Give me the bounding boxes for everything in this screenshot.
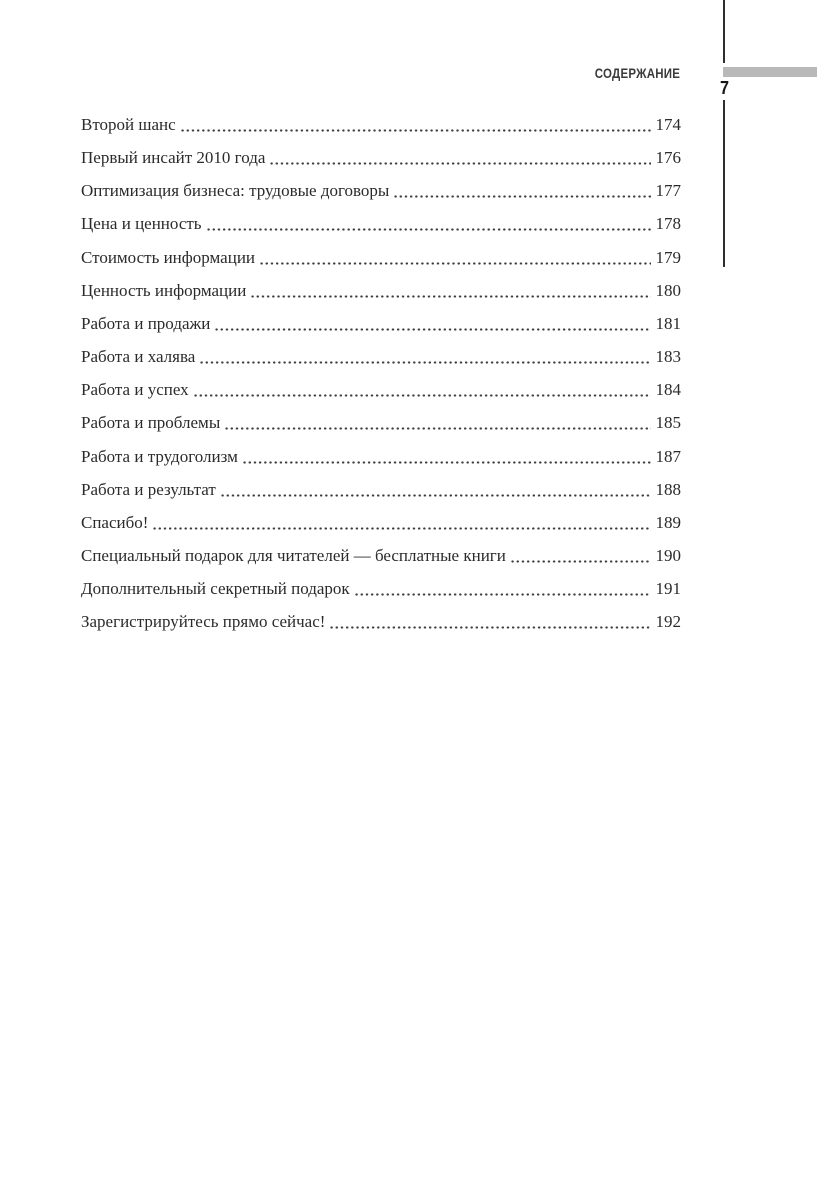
dot-leader: [393, 174, 650, 207]
toc-entry-title: Работа и проблемы: [81, 413, 221, 433]
toc-entry-title: Работа и продажи: [81, 313, 211, 333]
toc-entry-title: Цена и ценность: [81, 214, 202, 234]
toc-entry-title: Спасибо!: [81, 512, 149, 532]
dot-leader: [180, 108, 651, 141]
toc-entry-page: 190: [655, 546, 681, 566]
toc-entry-title: Стоимость информации: [81, 247, 256, 267]
toc-entry: [81, 174, 681, 207]
toc-entry: [81, 473, 681, 506]
header-gray-bar: [723, 67, 817, 77]
toc-entry-page: 188: [655, 479, 681, 499]
toc-entry: [81, 406, 681, 439]
toc-entry-title: Второй шанс: [81, 115, 176, 134]
toc-entry: [81, 373, 681, 406]
toc-entry: [81, 108, 681, 141]
toc-entry-page: 179: [655, 247, 681, 267]
dot-leader: [193, 373, 651, 406]
dot-leader: [329, 605, 650, 638]
toc-entry-page: 180: [655, 280, 681, 300]
dot-leader: [510, 539, 651, 572]
toc-entry: [81, 307, 681, 340]
toc-entry: [81, 340, 681, 373]
dot-leader: [152, 506, 650, 539]
toc-entry: [81, 440, 681, 473]
dot-leader: [242, 440, 651, 473]
table-of-contents: [81, 108, 681, 639]
toc-entry-page: 174: [655, 115, 681, 134]
toc-entry-title: Дополнительный секретный подарок: [81, 579, 350, 599]
toc-entry-page: 178: [655, 214, 681, 234]
dot-leader: [269, 141, 650, 174]
toc-entry: [81, 572, 681, 605]
header-vertical-rule-bottom: [723, 100, 725, 267]
dot-leader: [220, 473, 651, 506]
toc-entry: [81, 141, 681, 174]
header-vertical-rule-top: [723, 0, 725, 63]
toc-entry-title: Работа и успех: [81, 380, 189, 400]
dot-leader: [214, 307, 650, 340]
toc-entry-title: Ценность информации: [81, 280, 247, 300]
toc-entry: [81, 539, 681, 572]
toc-entry: [81, 506, 681, 539]
toc-entry-page: 176: [655, 148, 681, 168]
toc-entry-title: Работа и халява: [81, 347, 196, 367]
running-header-label: СОДЕРЖАНИЕ: [594, 65, 680, 81]
toc-entry: [81, 274, 681, 307]
toc-entry-page: 183: [655, 347, 681, 367]
page-number: 7: [720, 78, 730, 98]
toc-entry-page: 191: [655, 579, 681, 599]
toc-entry-page: 192: [655, 612, 681, 632]
dot-leader: [250, 274, 650, 307]
dot-leader: [354, 572, 651, 605]
toc-entry-title: Зарегистрируйтесь прямо сейчас!: [81, 612, 326, 632]
toc-entry: [81, 605, 681, 638]
toc-entry-page: 184: [655, 380, 681, 400]
toc-entry: [81, 241, 681, 274]
toc-entry-title: Работа и трудоголизм: [81, 446, 238, 466]
dot-leader: [224, 406, 650, 439]
toc-entry-title: Работа и результат: [81, 479, 216, 499]
toc-entry-page: 187: [655, 446, 681, 466]
dot-leader: [206, 207, 651, 240]
dot-leader: [259, 241, 650, 274]
toc-entry-title: Специальный подарок для читателей — бесплатные книги: [81, 546, 506, 566]
toc-entry-page: 189: [655, 512, 681, 532]
toc-entry-page: 185: [655, 413, 681, 433]
dot-leader: [199, 340, 650, 373]
toc-entry: [81, 207, 681, 240]
toc-entry-page: 177: [655, 181, 681, 201]
toc-entry-page: 181: [655, 313, 681, 333]
toc-entry-title: Оптимизация бизнеса: трудовые договоры: [81, 181, 390, 201]
toc-entry-title: Первый инсайт 2010 года: [81, 148, 266, 168]
